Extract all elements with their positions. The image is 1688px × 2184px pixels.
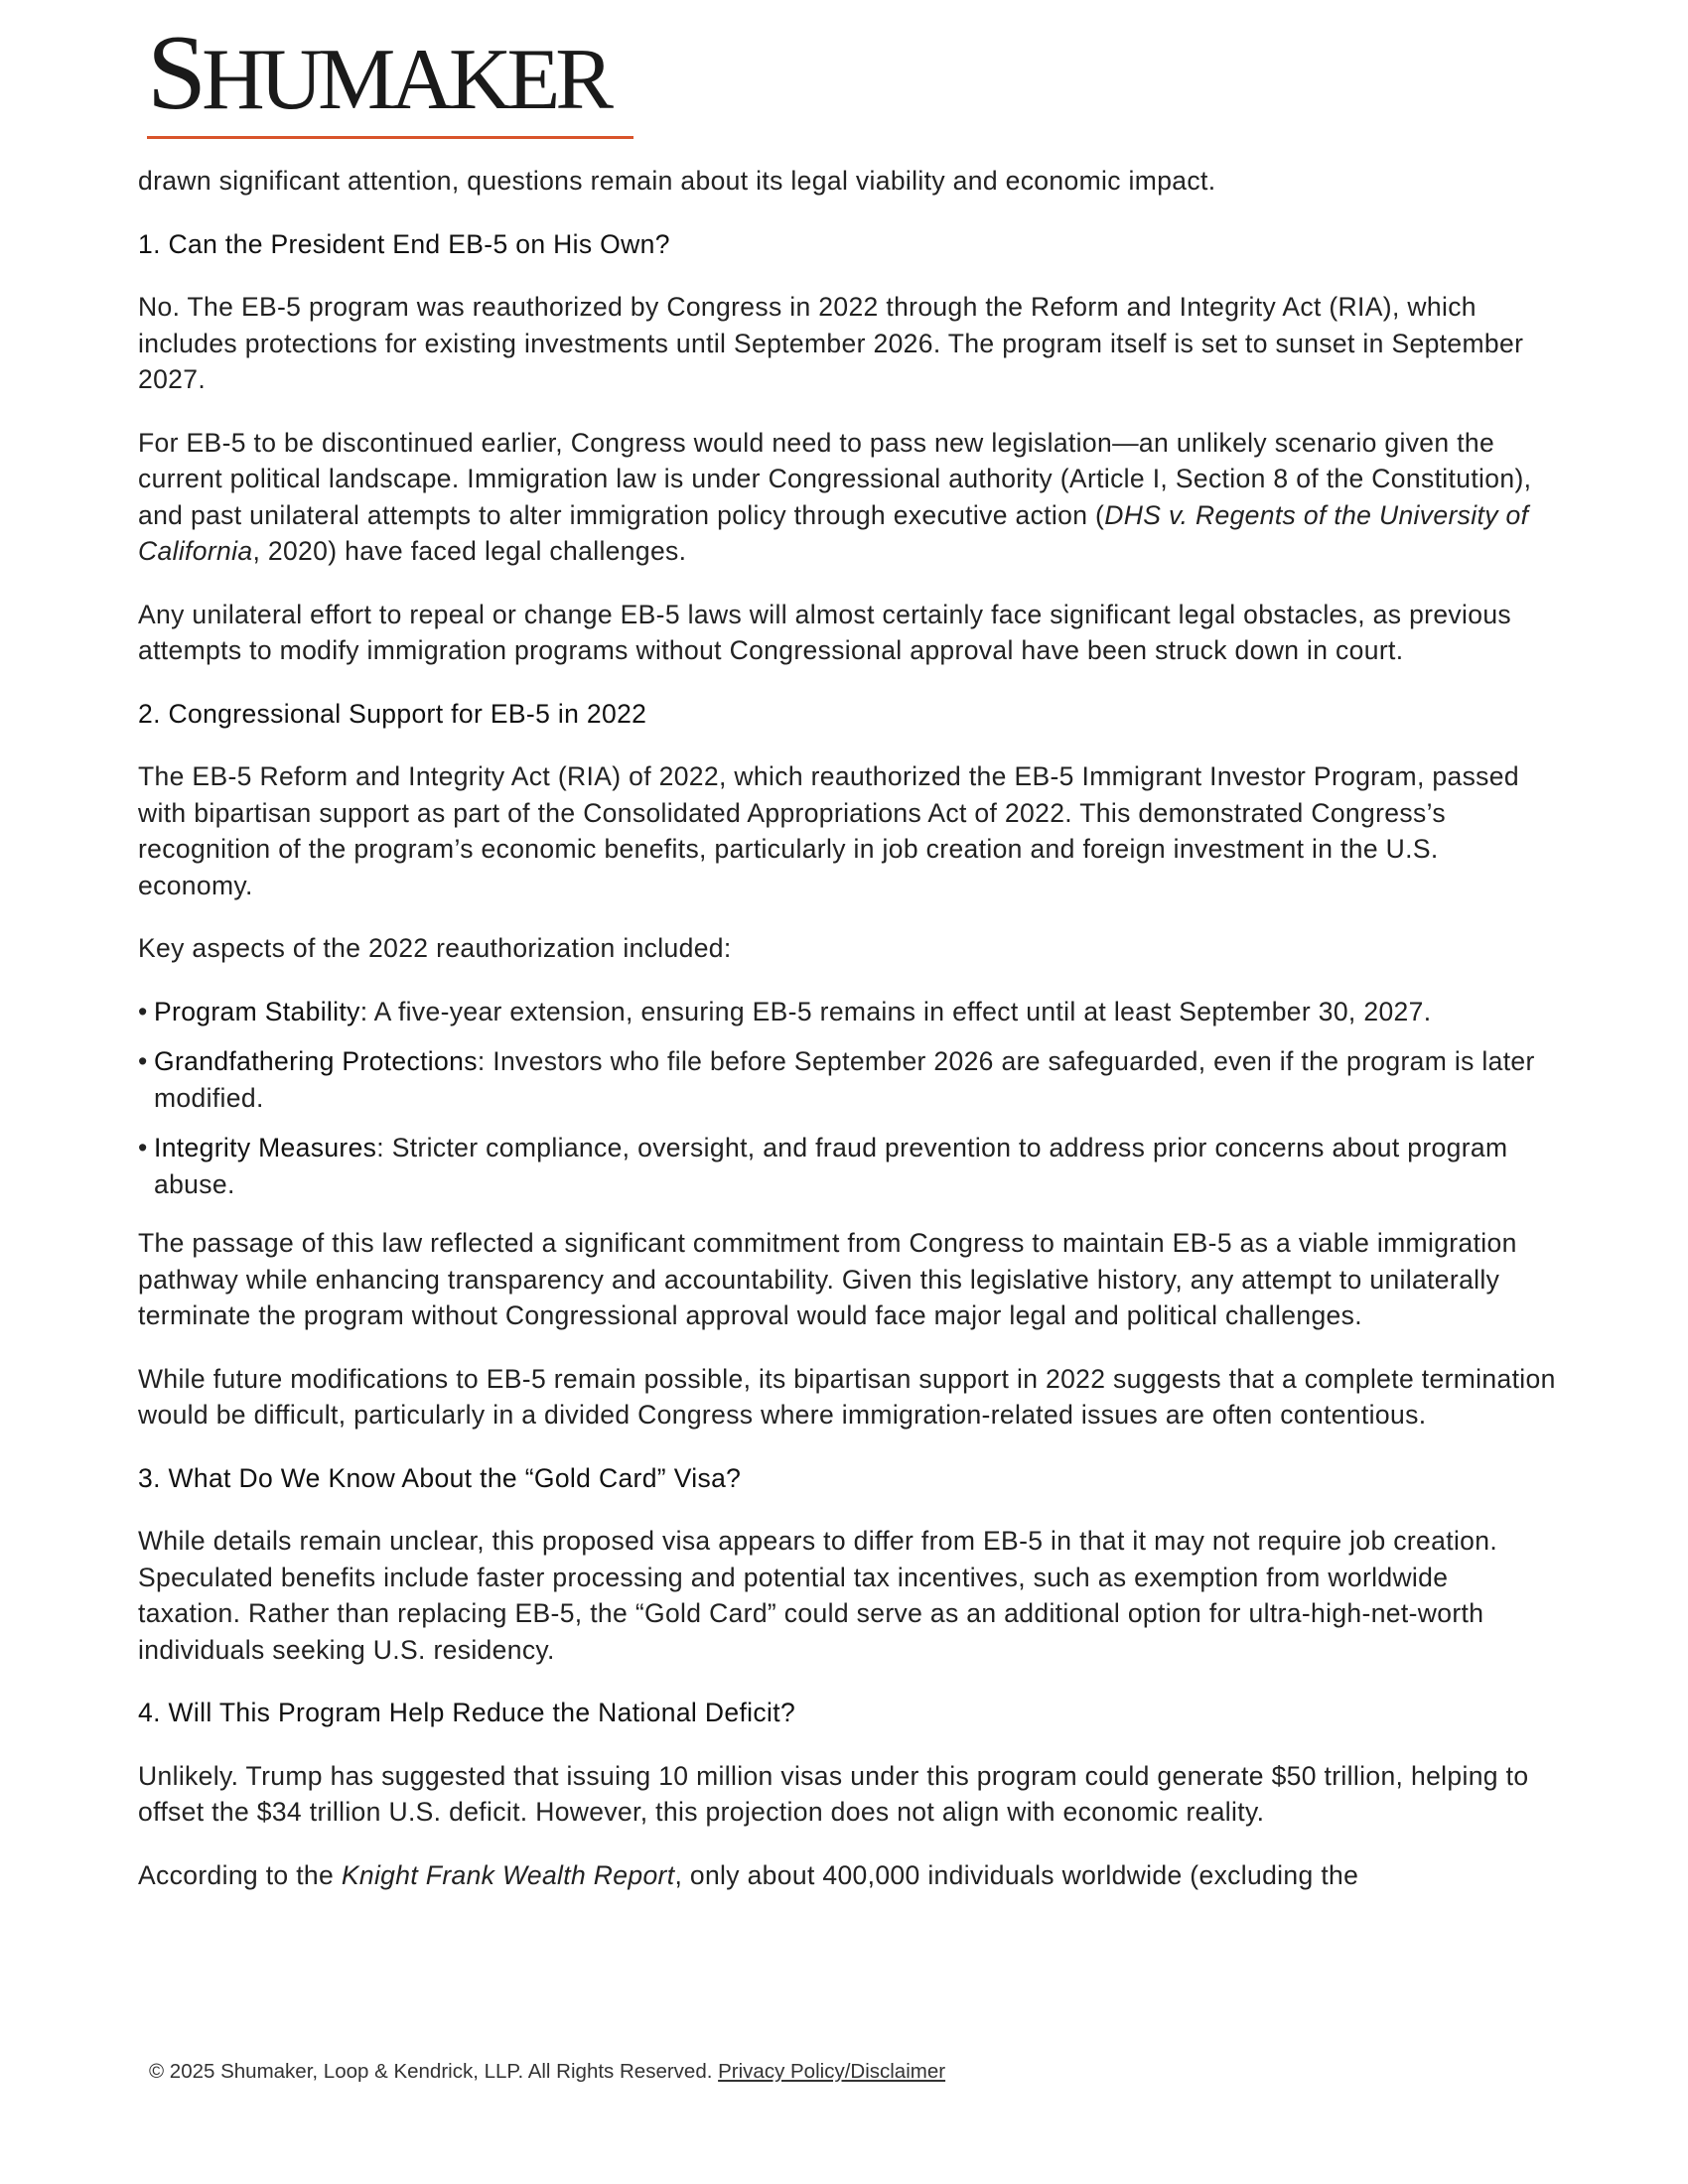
article-body [138,163,1558,1920]
list-item-term: Integrity Measures [154,1133,377,1162]
section-2-paragraph-4: While future modifications to EB-5 remain possible, its bipartisan support in 2022 suggests that a complete termination would be difficult, particularly in a divided Congress where immigration-related issues are often contentious. [138,1363,1556,1430]
list-item [138,1043,1558,1116]
section-1-paragraph-1: No. The EB-5 program was reauthorized by Congress in 2022 through the Reform and Integrity Act (RIA), which includes protections for existing investments until September 2026. The program itself is set to sunset in September 2027. [138,292,1524,394]
section-1-paragraph-2-text-a: For EB-5 to be discontinued earlier, Congress would need to pass new legislation—an unlikely scenario given the current political landscape. Immigration law is under Congressional authority (Article I, Section 8 of the Constitution), and past unilateral attempts to alter immigration policy through executive action ( [138,427,1532,530]
section-1-paragraph-2 [138,425,1558,570]
list-item-term: Grandfathering Protections [154,1046,478,1076]
logo-underline [147,136,633,139]
report-citation: Knight Frank Wealth Report [341,1859,675,1890]
reauthorization-aspects-list [138,994,1558,1203]
section-4-paragraph-2-text-a: According to the [138,1859,342,1890]
section-4-paragraph-2 [138,1857,1558,1894]
logo-rest: HUMAKER [202,32,609,128]
section-1-paragraph-2-text-b: , 2020) have faced legal challenges. [252,536,687,566]
list-item-term: Program Stability [154,996,360,1026]
page-footer [149,2060,945,2084]
section-4-paragraph-2-text-b: , only about 400,000 individuals worldwide (excluding the [674,1859,1359,1890]
copyright-text: © 2025 Shumaker, Loop & Kendrick, LLP. All Rights Reserved. [149,2060,719,2083]
section-1-heading: 1. Can the President End EB-5 on His Own? [138,228,670,259]
shumaker-logo [147,14,633,132]
intro-paragraph-tail: drawn significant attention, questions remain about its legal viability and economic impact. [138,166,1216,196]
list-item-text: : A five-year extension, ensuring EB-5 remains in effect until at least September 30, 2027. [359,996,1432,1026]
section-3-paragraph-1: While details remain unclear, this proposed visa appears to differ from EB-5 in that it may not require job creation. Speculated benefits include faster processing and potential tax incentives, such as exemption from worldwide taxation. Rather than replacing EB-5, the “Gold Card” could serve as an additional option for ultra-high-net-worth individuals seeking U.S. residency. [138,1526,1498,1665]
section-2-paragraph-2: Key aspects of the 2022 reauthorization included: [138,933,732,963]
list-item [138,1130,1558,1202]
section-2-paragraph-3: The passage of this law reflected a significant commitment from Congress to maintain EB-5 as a viable immigration pathway while enhancing transparency and accountability. Given this legislative history, any attempt to unilaterally terminate the program without Congressional approval would face major legal and political challenges. [138,1228,1517,1330]
header-logo [147,14,633,139]
section-2-heading: 2. Congressional Support for EB-5 in 2022 [138,698,647,729]
list-item-text: : Stricter compliance, oversight, and fraud prevention to address prior concerns about program abuse. [154,1133,1508,1199]
section-2-paragraph-1: The EB-5 Reform and Integrity Act (RIA) of 2022, which reauthorized the EB-5 Immigrant Investor Program, passed with bipartisan support as part of the Consolidated Appropriations Act of 2022. This demonstrated Congress’s recognition of the program’s economic benefits, particularly in job creation and foreign investment in the U.S. economy. [138,761,1519,900]
section-3-heading: 3. What Do We Know About the “Gold Card” Visa? [138,1462,742,1493]
list-item [138,994,1558,1030]
section-4-paragraph-1: Unlikely. Trump has suggested that issuing 10 million visas under this program could generate $50 trillion, helping to offset the $34 trillion U.S. deficit. However, this projection does not align with economic reality. [138,1760,1529,1827]
section-1-paragraph-3: Any unilateral effort to repeal or change EB-5 laws will almost certainly face significant legal obstacles, as previous attempts to modify immigration programs without Congressional approval have been struck down in court. [138,599,1512,665]
privacy-policy-link[interactable]: Privacy Policy/Disclaimer [718,2060,946,2083]
section-4-heading: 4. Will This Program Help Reduce the National Deficit? [138,1698,796,1727]
case-citation: DHS v. Regents of the University of California [138,499,1529,566]
logo-initial: S [147,14,203,132]
list-item-text: : Investors who file before September 2026 are safeguarded, even if the program is later modified. [154,1046,1535,1113]
